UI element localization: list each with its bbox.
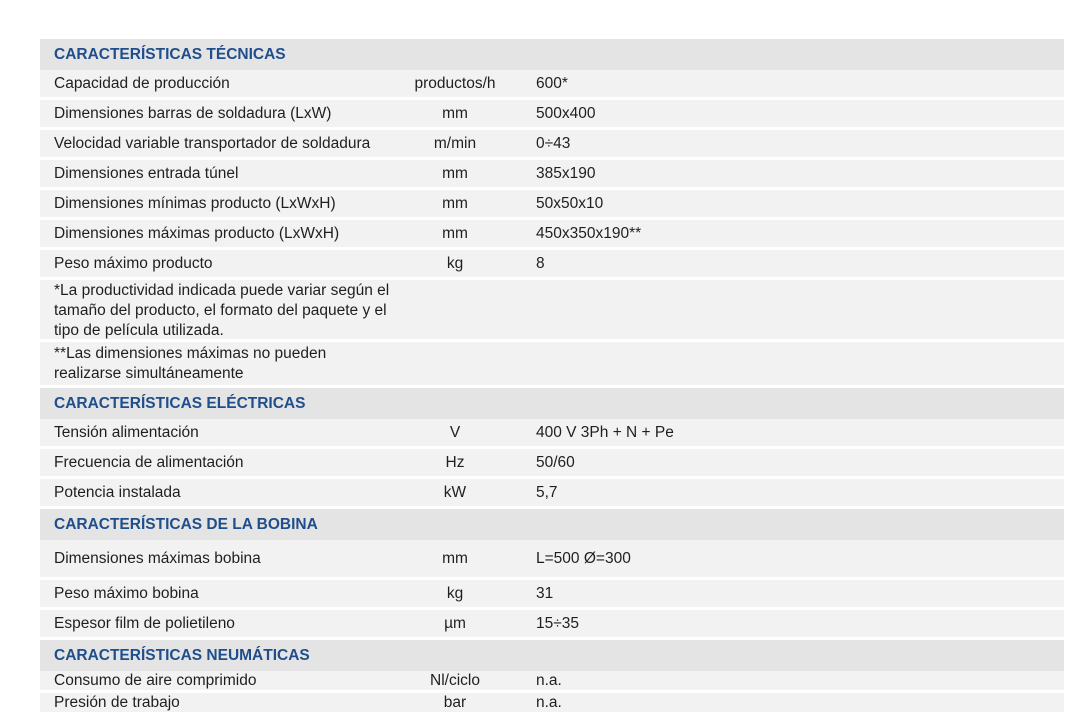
row-label: Velocidad variable transportador de soldadura [54,134,371,152]
section-header-bobina: CARACTERÍSTICAS DE LA BOBINA [40,509,1064,540]
row-value: 500x400 [536,104,596,122]
table-row [40,130,1064,160]
row-value: 50/60 [536,453,575,471]
row-label: Potencia instalada [54,483,181,501]
row-value: n.a. [536,693,562,711]
table-row [40,100,1064,130]
section-header-tecnicas: CARACTERÍSTICAS TÉCNICAS [40,39,1064,70]
row-unit: bar [443,693,467,711]
row-value: 0÷43 [536,134,571,152]
row-unit: Nl/ciclo [430,671,480,689]
footnote-dimensions [40,342,1064,388]
table-row [40,693,1064,715]
footnote-text: **Las dimensiones máximas no pueden realizarse simultáneamente [54,345,327,382]
row-label: Capacidad de producción [54,74,230,92]
table-row [40,671,1064,693]
row-value: 385x190 [536,164,596,182]
row-unit: kg [446,254,464,272]
row-unit: productos/h [414,74,496,92]
table-row [40,419,1064,449]
row-unit: mm [442,164,468,182]
row-label: Dimensiones máximas bobina [54,549,261,567]
table-row [40,449,1064,479]
row-unit: kW [443,483,467,501]
row-value: n.a. [536,671,562,689]
row-label: Consumo de aire comprimido [54,671,257,689]
row-unit: V [449,423,461,441]
row-unit: mm [442,104,468,122]
row-value: 400 V 3Ph + N + Pe [536,423,674,441]
row-unit: kg [446,584,464,602]
row-value: 8 [536,254,545,272]
row-label: Presión de trabajo [54,693,180,711]
row-unit: m/min [433,134,477,152]
row-value: 31 [536,584,554,602]
table-row [40,160,1064,190]
table-row [40,190,1064,220]
row-label: Frecuencia de alimentación [54,453,244,471]
section-header-neumaticas: CARACTERÍSTICAS NEUMÁTICAS [40,640,1064,671]
row-label: Dimensiones barras de soldadura (LxW) [54,104,332,122]
row-value: 50x50x10 [536,194,604,212]
table-row [40,220,1064,250]
row-label: Peso máximo producto [54,254,213,272]
row-value: 5,7 [536,483,558,501]
row-label: Peso máximo bobina [54,584,199,602]
row-value: 15÷35 [536,614,579,632]
section-header-electricas: CARACTERÍSTICAS ELÉCTRICAS [40,388,1064,419]
row-label: Espesor film de polietileno [54,614,235,632]
row-value: L=500 Ø=300 [536,549,631,567]
table-row [40,580,1064,610]
row-label: Dimensiones máximas producto (LxWxH) [54,224,340,242]
row-value: 600* [536,74,568,92]
table-row [40,540,1064,580]
row-label: Tensión alimentación [54,423,199,441]
row-value: 450x350x190** [536,224,642,242]
table-row [40,250,1064,280]
row-label: Dimensiones mínimas producto (LxWxH) [54,194,336,212]
row-unit: Hz [445,453,465,471]
table-row [40,479,1064,509]
table-row [40,70,1064,100]
row-unit: mm [442,549,468,567]
table-row [40,610,1064,640]
footnote-productivity [40,280,1064,342]
footnote-text: *La productividad indicada puede variar según el tamaño del producto, el formato del paquete y el tipo de película utilizada. [54,282,390,339]
row-unit: mm [442,224,468,242]
row-unit: µm [444,614,466,632]
spec-table [40,39,1064,715]
row-label: Dimensiones entrada túnel [54,164,239,182]
row-unit: mm [442,194,468,212]
